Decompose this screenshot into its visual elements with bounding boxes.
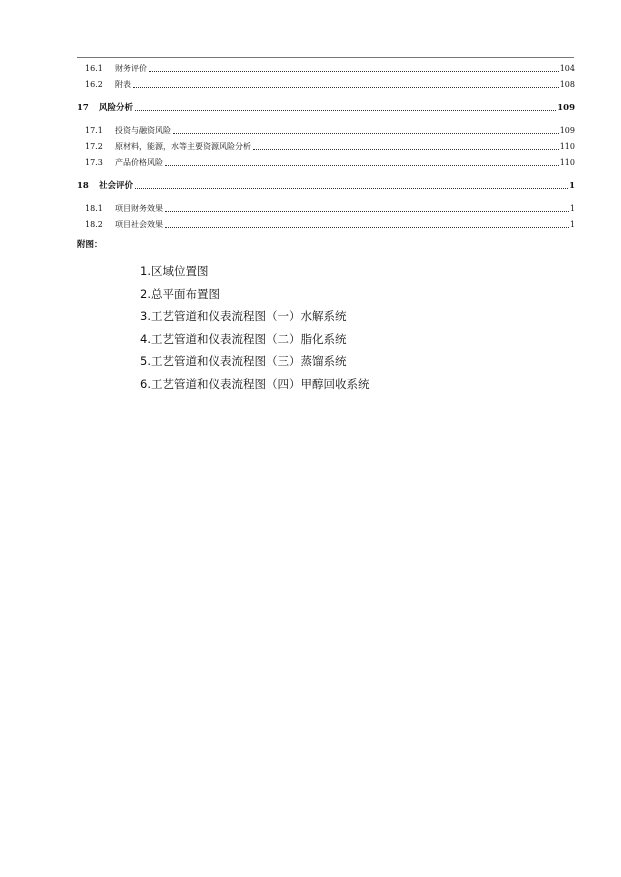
toc-title: 项目财务效果 (115, 204, 163, 213)
toc-title: 风险分析 (99, 103, 134, 113)
toc-entry-16-2[interactable] (77, 76, 575, 90)
toc-entry-18[interactable] (77, 177, 575, 191)
toc-title: 项目社会效果 (115, 220, 163, 229)
toc-entry-17-3[interactable] (77, 154, 575, 168)
toc-number: 17.2 (85, 142, 103, 151)
toc-entry-17-1[interactable] (77, 122, 575, 136)
toc-page: 1 (569, 181, 575, 191)
toc-page: 110 (559, 158, 575, 167)
toc-number: 17.1 (85, 126, 103, 135)
appendix-item: 4.工艺管道和仪表流程图（二）脂化系统 (140, 331, 347, 346)
toc-number: 18.1 (85, 204, 103, 213)
toc-entry-17[interactable] (77, 99, 575, 113)
toc-number: 18 (77, 181, 89, 191)
toc-leader (135, 109, 556, 111)
toc-page: 1 (569, 204, 575, 213)
toc-entry-17-2[interactable] (77, 138, 575, 152)
appendix-item: 3.工艺管道和仪表流程图（一）水解系统 (140, 309, 347, 323)
toc-page: 108 (559, 80, 575, 89)
toc-number: 18.2 (85, 220, 103, 229)
toc-page: 109 (559, 126, 575, 135)
toc-title: 财务评价 (115, 64, 147, 73)
header-rule (77, 57, 574, 58)
toc-title: 产品价格风险 (115, 158, 163, 167)
toc-page: 1 (569, 220, 575, 229)
toc-leader (253, 148, 559, 150)
appendix-list (140, 260, 369, 395)
appendix-item: 5.工艺管道和仪表流程图（三）蒸馏系统 (140, 354, 347, 368)
toc-leader (165, 226, 569, 228)
toc-leader (173, 132, 559, 134)
toc-leader (165, 164, 559, 166)
appendix-item: 6.工艺管道和仪表流程图（四）甲醇回收系统 (140, 376, 370, 391)
toc-leader (149, 70, 559, 72)
toc-title: 投资与融资风险 (115, 126, 171, 135)
toc-page: 109 (557, 103, 575, 113)
toc-number: 16.1 (85, 64, 103, 73)
appendix-item: 2.总平面布置图 (140, 286, 220, 301)
appendix-label: 附图： (77, 240, 103, 250)
appendix-item: 1.区域位置图 (140, 264, 209, 278)
toc-title: 附表 (115, 80, 131, 89)
toc-entry-18-2[interactable] (77, 216, 575, 230)
toc-number: 17 (77, 103, 89, 113)
toc-entry-16-1[interactable] (77, 60, 575, 74)
toc-title: 社会评价 (99, 181, 134, 191)
toc-entry-18-1[interactable] (77, 200, 575, 214)
toc-leader (135, 187, 568, 189)
toc-title: 原材料，能源，水等主要资源风险分析 (115, 142, 251, 151)
toc-number: 16.2 (85, 80, 103, 89)
toc-leader (133, 86, 559, 88)
toc-leader (165, 210, 569, 212)
toc-number: 17.3 (85, 158, 103, 167)
toc-page: 104 (559, 64, 575, 73)
toc-page: 110 (559, 142, 575, 151)
